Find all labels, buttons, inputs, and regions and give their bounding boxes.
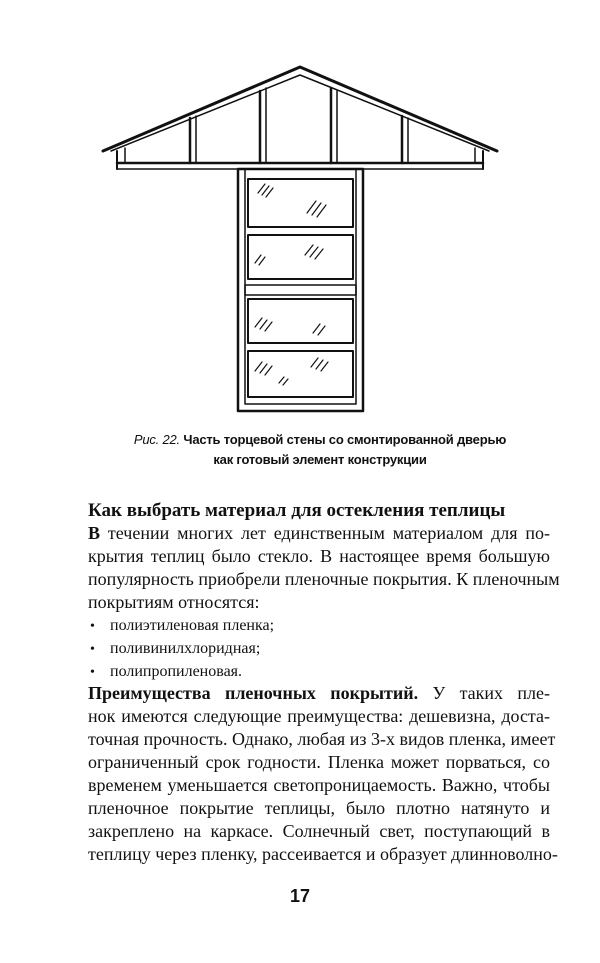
paragraph-line: закреплено на каркасе. Солнечный свет, поступающий в	[88, 821, 550, 841]
list-item: • поливинилхлоридная;	[90, 638, 274, 661]
paragraph-line: точная прочность. Однако, любая из 3-х видов пленка, имеет	[88, 729, 556, 749]
paragraph-line: покрытиям относятся:	[88, 592, 260, 612]
paragraph-lead: Преимущества пленочных покрытий.	[88, 683, 419, 703]
paragraph-line: крытия теплиц было стекло. В настоящее время большую	[88, 546, 550, 566]
paragraph-line: ограниченный срок годности. Пленка может порваться, со	[88, 752, 550, 772]
page-number: 17	[289, 886, 311, 906]
section-heading: Как выбрать материал для остекления теплицы	[88, 500, 506, 521]
paragraph-line: теплицу через пленку, рассеивается и образует длинноволно-	[88, 844, 558, 864]
figure-label: Рис. 22.	[133, 432, 180, 447]
paragraph-advantages	[88, 682, 558, 866]
material-list	[90, 615, 274, 684]
list-item: • полиэтиленовая пленка;	[90, 615, 274, 638]
list-item: • полипропиленовая.	[90, 661, 274, 684]
paragraph-line: популярность приобрели пленочные покрытия. К пленочным	[88, 569, 560, 589]
drop-letter: В	[88, 523, 101, 543]
paragraph-line: течении многих лет единственным материалом для по-	[100, 523, 550, 543]
paragraph-intro	[88, 522, 560, 614]
paragraph-line: пленочное покрытие теплицы, было плотно натянуто и	[88, 798, 550, 818]
paragraph-line: У таких пле-	[418, 683, 551, 703]
caption-line-2: как готовый элемент конструкции	[213, 452, 427, 467]
paragraph-line: временем уменьшается светопроницаемость. Важно, чтобы	[88, 775, 550, 795]
greenhouse-door-illustration	[95, 55, 505, 425]
caption-line-1: Часть торцевой стены со смонтированной дверью	[183, 432, 507, 447]
figure-caption	[60, 430, 580, 470]
paragraph-line: нок имеются следующие преимущества: дешевизна, доста-	[88, 706, 550, 726]
